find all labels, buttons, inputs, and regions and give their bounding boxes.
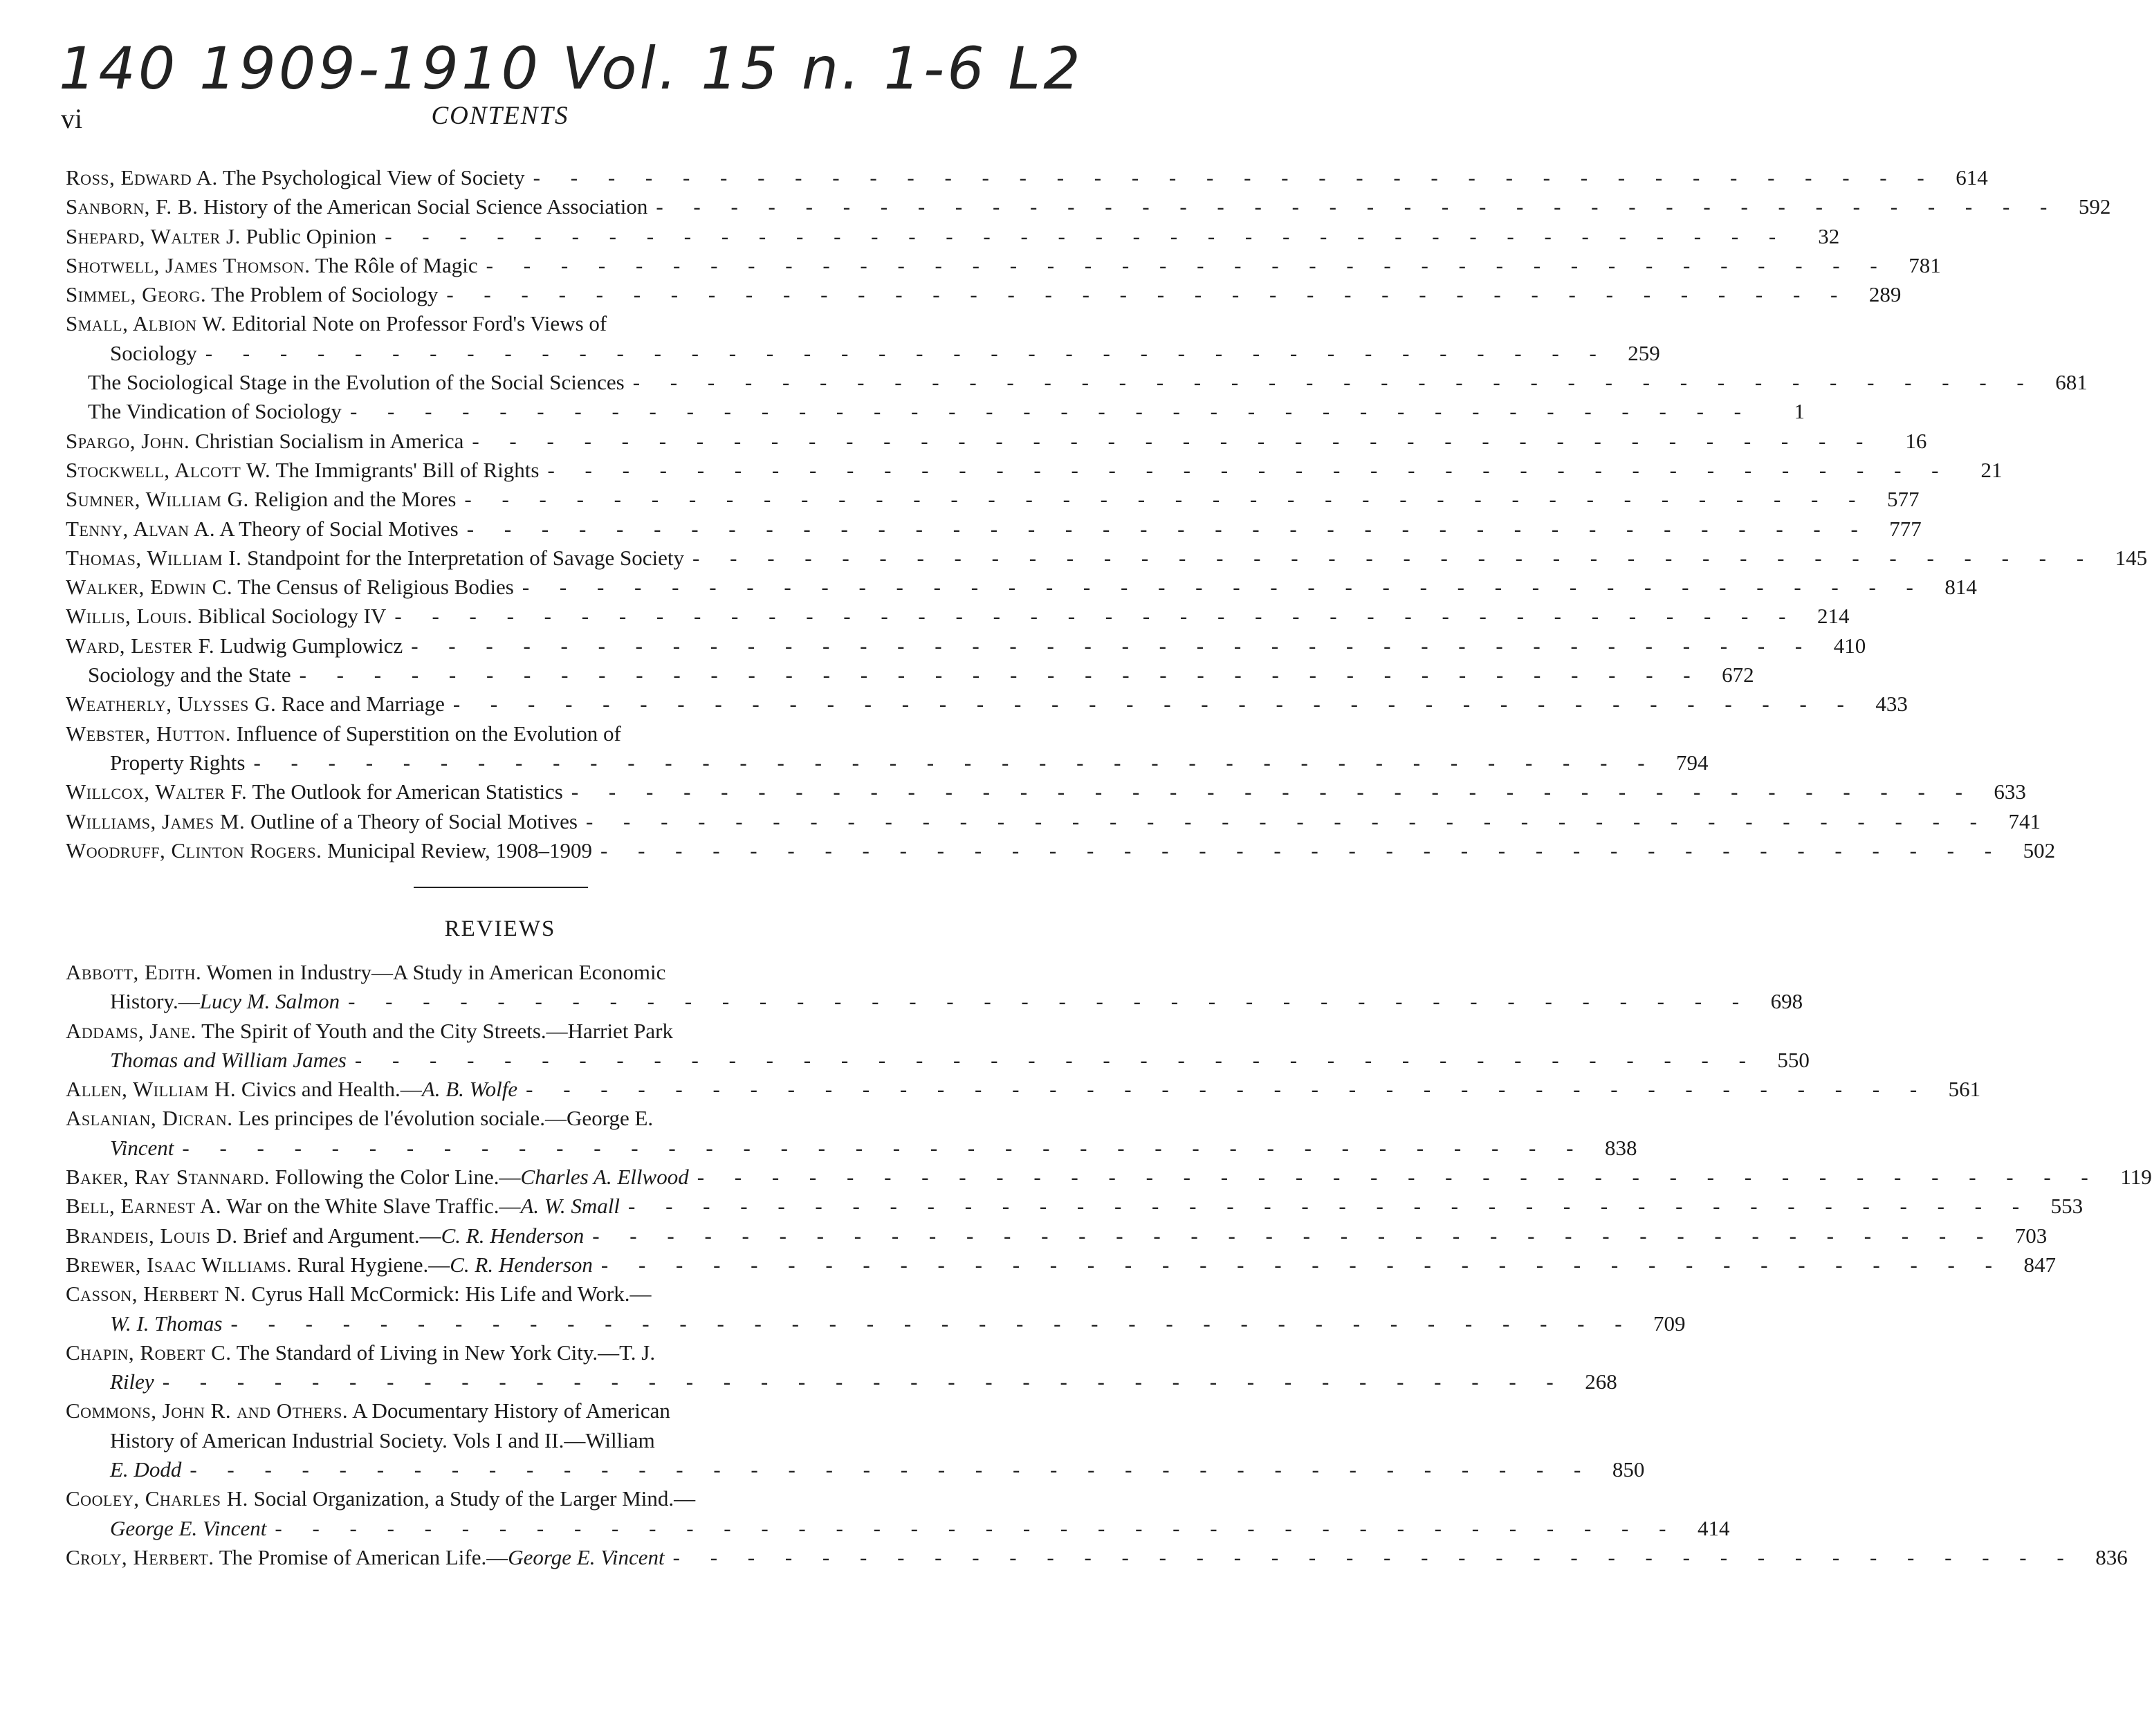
article-page-number: 1: [1794, 399, 1805, 424]
review-title-text: [66, 1396, 670, 1425]
article-leader-dashes: [514, 573, 1926, 602]
review-entry: [66, 1543, 2128, 1572]
review-entry: [66, 1280, 1686, 1338]
review-author: Abbott, Edith.: [66, 960, 202, 984]
review-title-text: [110, 1134, 174, 1163]
review-leader-dashes: [689, 1163, 2101, 1192]
article-leader-dashes: [342, 397, 1754, 426]
article-leader-dashes: [592, 836, 2004, 865]
article-title-text: [88, 661, 291, 690]
article-leader-dashes: [197, 339, 1609, 368]
review-title-text: [66, 1280, 651, 1309]
review-title-text: [66, 1017, 673, 1046]
article-title: The Immigrants' Bill of Rights: [275, 457, 540, 482]
article-entry: [66, 777, 2026, 806]
article-title: Ludwig Gumplowicz: [219, 633, 403, 658]
article-page-number: 577: [1886, 487, 1920, 512]
article-title: Public Opinion: [246, 223, 377, 248]
review-leader-dashes: [584, 1221, 1996, 1250]
article-author: Webster, Hutton.: [66, 721, 231, 746]
review-entry: [66, 1163, 2152, 1192]
review-title: Women in Industry—A Study in American Economic: [206, 960, 666, 984]
review-title-text: [110, 1309, 223, 1338]
article-entry: [66, 309, 1660, 368]
article-page-number: 433: [1875, 692, 1908, 717]
article-entry: [66, 515, 1922, 544]
article-page-number: 633: [1994, 779, 2026, 804]
article-leader-dashes: [291, 661, 1703, 690]
review-entry: [66, 1192, 2084, 1221]
article-leader-dashes: [684, 544, 2096, 573]
review-author: Baker, Ray Stannard.: [66, 1165, 270, 1190]
article-title-text: [66, 280, 438, 309]
review-title: Les principes de l'évolution sociale.—George E.: [238, 1106, 654, 1131]
review-page-number: 850: [1612, 1457, 1645, 1482]
article-entry: [66, 719, 1709, 778]
article-entry: [66, 573, 1977, 602]
article-page-number: 672: [1722, 663, 1754, 687]
review-title: A Documentary History of American: [352, 1398, 670, 1423]
review-reviewer: C. R. Henderson: [441, 1223, 585, 1248]
article-title-text: [66, 192, 647, 221]
article-title: The Census of Religious Bodies: [237, 575, 514, 600]
article-title: A Theory of Social Motives: [219, 516, 459, 541]
article-leader-dashes: [459, 515, 1870, 544]
review-leader-dashes: [181, 1455, 1593, 1484]
review-entry: [66, 1221, 2048, 1250]
review-title-text: Brandeis, Louis D. Brief and Argument.—C. R. Henderson: [66, 1223, 585, 1248]
review-entry: [66, 1250, 2056, 1280]
review-author: Chapin, Robert C.: [66, 1340, 232, 1365]
review-entry: [66, 1396, 1645, 1484]
review-reviewer: Charles A. Ellwood: [520, 1165, 689, 1190]
article-page-number: 16: [1905, 428, 1927, 453]
article-author: Stockwell, Alcott W.: [66, 457, 271, 482]
article-title-text: [110, 748, 245, 777]
review-title-text: [110, 1514, 266, 1543]
article-author: Shotwell, James Thomson.: [66, 252, 311, 277]
article-title: The Outlook for American Statistics: [252, 779, 563, 804]
review-leader-dashes: [340, 987, 1751, 1016]
review-page-number: 414: [1697, 1515, 1730, 1540]
article-entry: [66, 544, 2148, 573]
review-page-number: 838: [1604, 1135, 1637, 1160]
article-author: Willcox, Walter F.: [66, 779, 248, 804]
article-title-text: [66, 602, 386, 631]
article-page-number: 681: [2055, 370, 2088, 395]
review-title: History.: [110, 989, 178, 1014]
article-leader-dashes: [376, 222, 1788, 251]
section-divider: [414, 887, 588, 888]
article-title: Biblical Sociology IV: [198, 604, 387, 629]
article-title-text: [66, 427, 463, 456]
article-title: Christian Socialism in America: [195, 428, 464, 453]
article-title: The Sociological Stage in the Evolution of the Social Sciences: [88, 370, 625, 395]
article-title-text: [66, 485, 456, 514]
article-entry: [66, 397, 1805, 426]
article-title-text: [66, 807, 578, 836]
review-entry: [66, 1075, 1981, 1104]
article-title: Sociology: [110, 340, 197, 365]
review-page-number: 553: [2050, 1194, 2084, 1219]
article-title-text: [110, 339, 197, 368]
article-entry: [66, 163, 1988, 192]
article-entry: [66, 485, 1920, 514]
article-page-number: 259: [1628, 340, 1660, 365]
review-title: Rural Hygiene.: [297, 1252, 429, 1277]
review-title: The Standard of Living in New York City.—T. J.: [236, 1340, 656, 1365]
article-title: The Vindication of Sociology: [88, 399, 342, 424]
articles-list: [66, 163, 2148, 865]
article-entry: [66, 192, 2111, 221]
review-entry: [66, 1338, 1617, 1397]
article-title-text: [66, 631, 403, 661]
article-author: Ward, Lester F.: [66, 633, 215, 658]
review-leader-dashes: [347, 1046, 1758, 1075]
article-title: History of the American Social Science Association: [203, 194, 648, 219]
review-title: Brief and Argument.: [243, 1223, 420, 1248]
review-reviewer: C. R. Henderson: [450, 1252, 593, 1277]
article-title: Religion and the Mores: [254, 487, 457, 512]
article-title-text: [66, 777, 563, 806]
review-author: Bell, Earnest A.: [66, 1194, 222, 1219]
review-reviewer: A. W. Small: [520, 1194, 620, 1219]
review-leader-dashes: [517, 1075, 1929, 1104]
review-leader-dashes: [665, 1543, 2077, 1572]
review-title: Vincent: [110, 1135, 174, 1160]
article-author: Simmel, Georg.: [66, 282, 207, 307]
review-title: Thomas and William James: [110, 1047, 347, 1072]
article-author: Williams, James M.: [66, 809, 246, 833]
article-title-text: [66, 836, 592, 865]
review-title-text: [66, 958, 665, 987]
article-page-number: 592: [2078, 194, 2111, 219]
review-title-text: Allen, William H. Civics and Health.—A. B. Wolfe: [66, 1077, 518, 1102]
review-title: Social Organization, a Study of the Larger Mind.—: [253, 1486, 696, 1511]
article-page-number: 741: [2008, 809, 2041, 833]
review-page-number: 550: [1777, 1047, 1810, 1072]
article-title: The Rôle of Magic: [315, 252, 478, 277]
article-entry: [66, 836, 2056, 865]
article-leader-dashes: [403, 631, 1814, 661]
article-title-text: [66, 222, 376, 251]
review-leader-dashes: [266, 1514, 1678, 1543]
review-title-text: Brewer, Isaac Williams. Rural Hygiene.—C. R. Henderson: [66, 1252, 593, 1277]
article-leader-dashes: [625, 368, 2036, 397]
article-author: Tenny, Alvan A.: [66, 516, 216, 541]
review-author: Commons, John R. and Others.: [66, 1398, 349, 1423]
article-leader-dashes: [456, 485, 1868, 514]
review-title: Riley: [110, 1369, 154, 1394]
handwritten-call-number: 140 1909-1910 Vol. 15 n. 1-6 L2: [59, 35, 1083, 102]
article-title-text: [66, 515, 459, 544]
article-entry: [66, 661, 1754, 690]
review-title-text: Baker, Ray Stannard. Following the Color Line.—Charles A. Ellwood: [66, 1165, 689, 1190]
article-entry: [66, 807, 2041, 836]
review-author: Croly, Herbert.: [66, 1544, 214, 1569]
article-page-number: 794: [1676, 750, 1709, 775]
article-author: Sanborn, F. B.: [66, 194, 199, 219]
review-author: Allen, William H.: [66, 1077, 237, 1102]
article-title: Editorial Note on Professor Ford's Views of: [232, 311, 607, 336]
article-title: Outline of a Theory of Social Motives: [250, 809, 578, 833]
article-entry: [66, 427, 1927, 456]
article-leader-dashes: [445, 690, 1857, 719]
review-title-text: [66, 1104, 653, 1133]
review-leader-dashes: [620, 1192, 2032, 1221]
review-page-number: 268: [1585, 1369, 1617, 1394]
running-head: CONTENTS: [431, 102, 569, 130]
article-page-number: 777: [1889, 516, 1922, 541]
review-title-text: [110, 1046, 347, 1075]
article-page-number: 502: [2023, 838, 2056, 862]
article-title: The Psychological View of Society: [223, 165, 525, 190]
article-page-number: 145: [2115, 545, 2148, 570]
review-title: George E. Vincent: [110, 1515, 267, 1540]
review-title: History of American Industrial Society. Vols I and II.—William: [110, 1428, 655, 1452]
article-title: Sociology and the State: [88, 663, 291, 687]
article-author: Sumner, William G.: [66, 487, 249, 512]
article-author: Small, Albion W.: [66, 311, 227, 336]
article-leader-dashes: [478, 251, 1890, 280]
review-entry: [66, 1484, 1730, 1543]
article-title: Municipal Review, 1908–1909: [327, 838, 593, 862]
review-page-number: 847: [2023, 1252, 2056, 1277]
article-entry: [66, 631, 1866, 661]
article-entry: [66, 368, 2088, 397]
review-author: Brandeis, Louis D.: [66, 1223, 238, 1248]
article-entry: [66, 251, 1941, 280]
article-page-number: 781: [1909, 252, 1941, 277]
article-author: Spargo, John.: [66, 428, 190, 453]
article-page-number: 21: [1980, 457, 2003, 482]
article-entry: [66, 280, 1902, 309]
page-numeral: vi: [61, 103, 83, 134]
review-author: Casson, Herbert N.: [66, 1282, 246, 1306]
review-page-number: 703: [2014, 1223, 2048, 1248]
review-leader-dashes: [593, 1250, 2005, 1280]
article-leader-dashes: [438, 280, 1850, 309]
review-reviewer: George E. Vincent: [508, 1544, 665, 1569]
article-title: Standpoint for the Interpretation of Savage Society: [247, 545, 685, 570]
article-page-number: 410: [1833, 633, 1866, 658]
review-title-text: [110, 1455, 181, 1484]
review-title-text: [110, 1367, 154, 1396]
reviews-heading: REVIEWS: [444, 916, 556, 941]
article-author: Ross, Edward A.: [66, 165, 218, 190]
review-title-text: [66, 1484, 695, 1513]
review-leader-dashes: [174, 1134, 1585, 1163]
article-entry: [66, 690, 1908, 719]
article-leader-dashes: [563, 777, 1975, 806]
article-author: Walker, Edwin C.: [66, 575, 233, 600]
article-page-number: 614: [1956, 165, 1988, 190]
review-author: Addams, Jane.: [66, 1018, 196, 1043]
article-leader-dashes: [386, 602, 1798, 631]
review-title: W. I. Thomas: [110, 1311, 223, 1336]
review-entry: [66, 958, 1803, 1017]
review-page-number: 836: [2095, 1544, 2128, 1569]
article-page-number: 214: [1817, 604, 1850, 629]
article-title-text: [66, 309, 607, 338]
review-leader-dashes: [223, 1309, 1635, 1338]
article-entry: [66, 602, 1850, 631]
article-title-text: [66, 719, 621, 748]
article-title-text: [66, 544, 684, 573]
article-leader-dashes: [245, 748, 1657, 777]
review-title: E. Dodd: [110, 1457, 182, 1482]
review-title-text: [110, 1426, 655, 1455]
article-author: Woodruff, Clinton Rogers.: [66, 838, 322, 862]
article-title: Race and Marriage: [282, 692, 445, 717]
article-title: Influence of Superstition on the Evolution of: [236, 721, 621, 746]
review-title-text: Croly, Herbert. The Promise of American Life.—George E. Vincent: [66, 1544, 665, 1569]
article-leader-dashes: [647, 192, 2059, 221]
article-page-number: 32: [1818, 223, 1840, 248]
review-title-text: [66, 1338, 655, 1367]
article-page-number: 814: [1944, 575, 1977, 600]
review-title: Civics and Health.: [241, 1077, 401, 1102]
article-leader-dashes: [539, 456, 1951, 485]
article-author: Willis, Louis.: [66, 604, 193, 629]
article-title-text: [66, 690, 445, 719]
article-entry: [66, 456, 2003, 485]
article-author: Thomas, William I.: [66, 545, 242, 570]
review-author: Cooley, Charles H.: [66, 1486, 248, 1511]
review-page-number: 119: [2120, 1165, 2152, 1190]
article-author: Weatherly, Ulysses G.: [66, 692, 277, 717]
review-leader-dashes: [154, 1367, 1566, 1396]
review-page-number: 698: [1770, 989, 1803, 1014]
review-title: War on the White Slave Traffic.: [226, 1194, 499, 1219]
review-page-number: 709: [1653, 1311, 1686, 1336]
article-entry: [66, 222, 1840, 251]
article-title: Property Rights: [110, 750, 246, 775]
article-page-number: 289: [1868, 282, 1902, 307]
article-title-text: [88, 368, 625, 397]
review-author: Aslanian, Dicran.: [66, 1106, 233, 1131]
review-reviewer: A. B. Wolfe: [421, 1077, 518, 1102]
article-title-text: [66, 251, 478, 280]
review-reviewer: Lucy M. Salmon: [199, 989, 340, 1014]
review-entry: [66, 1017, 1810, 1075]
article-title-text: [66, 163, 525, 192]
article-leader-dashes: [463, 427, 1875, 456]
review-author: Brewer, Isaac Williams.: [66, 1252, 293, 1277]
review-title-text: History.—Lucy M. Salmon: [110, 989, 340, 1014]
review-entry: [66, 1104, 1637, 1163]
review-title: Cyrus Hall McCormick: His Life and Work.—: [251, 1282, 652, 1306]
review-title: The Promise of American Life.: [219, 1544, 487, 1569]
article-leader-dashes: [525, 163, 1937, 192]
article-title-text: [88, 397, 342, 426]
review-title: The Spirit of Youth and the City Streets.—Harriet Park: [201, 1018, 674, 1043]
article-title: The Problem of Sociology: [211, 282, 439, 307]
article-leader-dashes: [578, 807, 1989, 836]
review-title-text: Bell, Earnest A. War on the White Slave Traffic.—A. W. Small: [66, 1194, 620, 1219]
review-title: Following the Color Line.: [275, 1165, 499, 1190]
article-title-text: [66, 456, 539, 485]
article-author: Shepard, Walter J.: [66, 223, 241, 248]
article-title-text: [66, 573, 514, 602]
review-page-number: 561: [1948, 1077, 1981, 1102]
reviews-list: [66, 958, 2152, 1572]
